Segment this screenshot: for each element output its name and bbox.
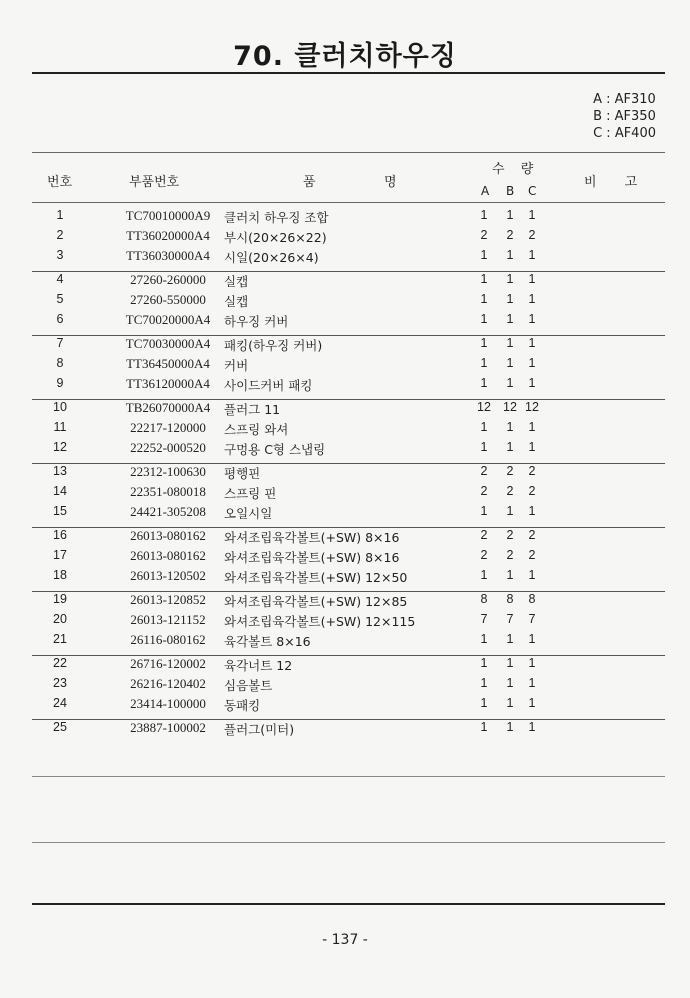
table-end-rule-1 [32, 776, 665, 777]
part-name: 스프링 핀 [224, 486, 277, 501]
table-row [32, 208, 665, 228]
part-number: 22312-100630 [130, 464, 206, 479]
qty-c: 1 [528, 248, 536, 262]
part-name: 플러그(미터) [224, 722, 295, 737]
table-row [32, 464, 665, 484]
qty-c: 1 [528, 292, 536, 306]
qty-b: 1 [506, 336, 514, 350]
qty-a: 1 [480, 208, 488, 222]
table-row [32, 656, 665, 676]
row-number: 16 [53, 528, 67, 542]
qty-b: 1 [506, 312, 514, 326]
part-number: TT36020000A4 [126, 228, 210, 243]
header-qty: 수 량 [492, 162, 540, 177]
qty-c: 1 [528, 656, 536, 670]
qty-b: 1 [506, 376, 514, 390]
row-number: 18 [53, 568, 67, 582]
qty-b: 1 [506, 504, 514, 518]
header-remarks: 비 고 [584, 175, 650, 190]
page-title: 70. 클러치하우징 [233, 41, 457, 72]
table-row [32, 720, 665, 740]
qty-b: 1 [506, 440, 514, 454]
part-number: 23414-100000 [130, 696, 206, 711]
qty-b: 2 [506, 548, 514, 562]
part-number: 26013-120502 [130, 568, 206, 583]
qty-b: 1 [506, 632, 514, 646]
qty-b: 1 [506, 208, 514, 222]
qty-c: 1 [528, 336, 536, 350]
part-name: 동패킹 [224, 698, 261, 713]
qty-b: 1 [506, 272, 514, 286]
title-rule [32, 72, 665, 74]
row-number: 25 [53, 720, 67, 734]
row-number: 15 [53, 504, 67, 518]
row-number: 19 [53, 592, 67, 606]
part-name: 평행핀 [224, 466, 261, 481]
table-row [32, 400, 665, 420]
row-number: 10 [53, 400, 67, 414]
qty-b: 7 [506, 612, 514, 626]
qty-a: 8 [480, 592, 488, 606]
part-number: TB26070000A4 [125, 400, 211, 415]
header-no: 번호 [47, 175, 73, 190]
part-name: 실캡 [224, 274, 249, 289]
part-name: 부시(20×26×22) [224, 230, 327, 245]
part-number: 27260-550000 [130, 292, 206, 307]
table-row [32, 228, 665, 248]
qty-c: 1 [528, 312, 536, 326]
qty-c: 8 [528, 592, 536, 606]
part-name: 하우징 커버 [224, 314, 289, 329]
part-number: 27260-260000 [130, 272, 206, 287]
qty-b: 2 [506, 464, 514, 478]
qty-a: 1 [480, 312, 488, 326]
table-row [32, 420, 665, 440]
table-row [32, 440, 665, 460]
header-top-rule [32, 152, 665, 153]
qty-b: 1 [506, 356, 514, 370]
qty-c: 1 [528, 504, 536, 518]
part-name: 플러그 11 [224, 402, 281, 417]
qty-c: 1 [528, 568, 536, 582]
row-number: 8 [56, 356, 64, 370]
qty-a: 2 [480, 528, 488, 542]
qty-a: 2 [480, 484, 488, 498]
row-number: 24 [53, 696, 67, 710]
part-number: 26116-080162 [130, 632, 206, 647]
header-name-2: 명 [384, 175, 397, 190]
part-name: 와셔조립육각볼트(+SW) 12×115 [224, 614, 416, 629]
header-qty-a: A [481, 184, 490, 198]
table-row [32, 696, 665, 716]
part-name: 오일시일 [224, 506, 273, 521]
part-name: 커버 [224, 358, 249, 373]
row-number: 1 [56, 208, 64, 222]
header-part-no: 부품번호 [129, 175, 180, 190]
model-b: B : AF350 [593, 109, 656, 124]
row-number: 9 [56, 376, 64, 390]
header-name-1: 품 [303, 175, 316, 190]
qty-a: 1 [480, 420, 488, 434]
qty-a: 1 [480, 504, 488, 518]
row-number: 12 [53, 440, 67, 454]
part-number: TT36030000A4 [126, 248, 210, 263]
qty-c: 2 [528, 484, 536, 498]
qty-b: 1 [506, 696, 514, 710]
row-number: 23 [53, 676, 67, 690]
part-number: 26013-120852 [130, 592, 206, 607]
qty-c: 1 [528, 440, 536, 454]
qty-a: 2 [480, 228, 488, 242]
table-row [32, 356, 665, 376]
row-number: 4 [56, 272, 64, 286]
table-end-rule-2 [32, 842, 665, 843]
row-number: 17 [53, 548, 67, 562]
table-row [32, 336, 665, 356]
row-number: 2 [56, 228, 64, 242]
part-name: 와셔조립육각볼트(+SW) 8×16 [224, 530, 400, 545]
table-row [32, 548, 665, 568]
part-number: 26013-121152 [130, 612, 206, 627]
qty-c: 1 [528, 632, 536, 646]
qty-a: 12 [477, 400, 491, 414]
qty-b: 1 [506, 656, 514, 670]
part-name: 패킹(하우징 커버) [224, 338, 323, 353]
qty-c: 1 [528, 420, 536, 434]
part-name: 심음볼트 [224, 678, 273, 693]
part-number: 22252-000520 [130, 440, 206, 455]
part-name: 구멍용 C형 스냅링 [224, 442, 326, 457]
qty-b: 2 [506, 228, 514, 242]
table-row [32, 312, 665, 332]
qty-b: 1 [506, 292, 514, 306]
part-name: 클러치 하우징 조합 [224, 210, 329, 225]
row-number: 14 [53, 484, 67, 498]
part-number: 24421-305208 [130, 504, 206, 519]
qty-b: 8 [506, 592, 514, 606]
row-number: 3 [56, 248, 64, 262]
qty-c: 1 [528, 272, 536, 286]
part-name: 육각너트 12 [224, 658, 293, 673]
part-name: 스프링 와셔 [224, 422, 289, 437]
part-name: 사이드커버 패킹 [224, 378, 313, 393]
qty-a: 1 [480, 676, 488, 690]
row-number: 21 [53, 632, 67, 646]
part-number: 26716-120002 [130, 656, 206, 671]
header-bottom-rule [32, 202, 665, 203]
table-row [32, 504, 665, 524]
qty-c: 2 [528, 228, 536, 242]
qty-a: 2 [480, 548, 488, 562]
row-number: 20 [53, 612, 67, 626]
qty-b: 2 [506, 528, 514, 542]
table-row [32, 376, 665, 396]
qty-a: 1 [480, 356, 488, 370]
qty-c: 1 [528, 356, 536, 370]
part-number: TT36120000A4 [126, 376, 210, 391]
qty-c: 2 [528, 548, 536, 562]
part-number: TC70030000A4 [125, 336, 211, 351]
qty-b: 1 [506, 248, 514, 262]
qty-b: 1 [506, 420, 514, 434]
row-number: 13 [53, 464, 67, 478]
qty-c: 2 [528, 528, 536, 542]
table-row [32, 676, 665, 696]
part-number: TC70010000A9 [125, 208, 211, 223]
header-qty-b: B [506, 184, 515, 198]
qty-a: 1 [480, 440, 488, 454]
part-name: 와셔조립육각볼트(+SW) 8×16 [224, 550, 400, 565]
row-number: 22 [53, 656, 67, 670]
row-number: 7 [56, 336, 64, 350]
qty-a: 1 [480, 696, 488, 710]
qty-b: 1 [506, 720, 514, 734]
table-row [32, 292, 665, 312]
qty-b: 12 [503, 400, 517, 414]
table-row [32, 528, 665, 548]
part-name: 육각볼트 8×16 [224, 634, 311, 649]
page-number: - 137 - [322, 932, 368, 948]
part-number: 26013-080162 [130, 528, 206, 543]
qty-a: 2 [480, 464, 488, 478]
qty-a: 1 [480, 376, 488, 390]
qty-a: 1 [480, 336, 488, 350]
model-c: C : AF400 [593, 126, 656, 141]
qty-c: 1 [528, 676, 536, 690]
qty-a: 1 [480, 272, 488, 286]
qty-a: 1 [480, 248, 488, 262]
model-a: A : AF310 [593, 92, 656, 107]
qty-c: 1 [528, 208, 536, 222]
qty-a: 1 [480, 632, 488, 646]
table-row [32, 612, 665, 632]
part-name: 와셔조립육각볼트(+SW) 12×85 [224, 594, 408, 609]
qty-a: 1 [480, 656, 488, 670]
qty-b: 1 [506, 676, 514, 690]
part-number: 22351-080018 [130, 484, 206, 499]
model-legend [593, 91, 656, 142]
part-number: 22217-120000 [130, 420, 206, 435]
qty-a: 1 [480, 292, 488, 306]
part-number: 26013-080162 [130, 548, 206, 563]
qty-c: 2 [528, 464, 536, 478]
qty-b: 1 [506, 568, 514, 582]
qty-c: 7 [528, 612, 536, 626]
part-name: 와셔조립육각볼트(+SW) 12×50 [224, 570, 408, 585]
table-row [32, 272, 665, 292]
table-row [32, 568, 665, 588]
header-qty-c: C [528, 184, 537, 198]
part-number: 23887-100002 [130, 720, 206, 735]
part-name: 시일(20×26×4) [224, 250, 319, 265]
qty-a: 1 [480, 568, 488, 582]
row-number: 6 [56, 312, 64, 326]
row-number: 11 [53, 420, 67, 434]
part-number: 26216-120402 [130, 676, 206, 691]
part-number: TC70020000A4 [125, 312, 211, 327]
qty-c: 12 [525, 400, 539, 414]
part-name: 실캡 [224, 294, 249, 309]
qty-a: 7 [480, 612, 488, 626]
table-row [32, 484, 665, 504]
qty-c: 1 [528, 376, 536, 390]
qty-c: 1 [528, 696, 536, 710]
table-row [32, 592, 665, 612]
qty-b: 2 [506, 484, 514, 498]
footer-rule [32, 903, 665, 905]
row-number: 5 [56, 292, 64, 306]
qty-a: 1 [480, 720, 488, 734]
qty-c: 1 [528, 720, 536, 734]
table-row [32, 632, 665, 652]
table-row [32, 248, 665, 268]
part-number: TT36450000A4 [126, 356, 210, 371]
